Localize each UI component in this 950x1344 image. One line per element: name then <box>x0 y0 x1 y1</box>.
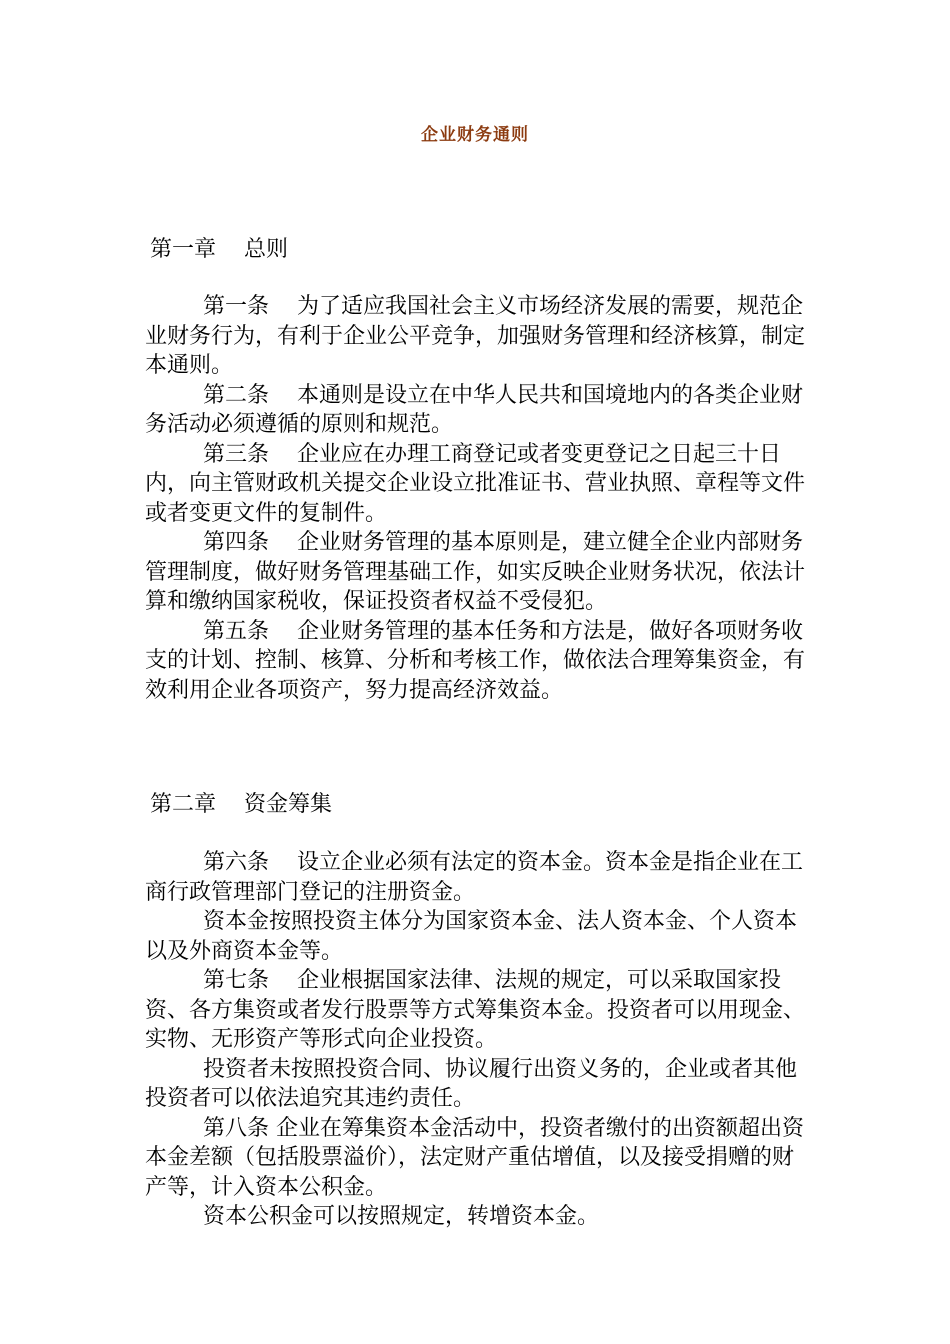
article-number: 第五条 <box>203 618 270 644</box>
article-text: 本通则是设立在中华人民共和国境地内的各类企业财务活动必须遵循的原则和规范。 <box>145 382 804 437</box>
document-title: 企业财务通则 <box>421 125 529 145</box>
article-paragraph <box>145 617 805 706</box>
chapter-heading: 第一章 总则 <box>150 237 288 262</box>
article-paragraph <box>145 848 805 907</box>
article-number: 第七条 <box>203 968 270 993</box>
chapter-heading: 第二章 资金筹集 <box>150 792 332 817</box>
article-text: 企业应在办理工商登记或者变更登记之日起三十日内，向主管财政机关提交企业设立批准证书、营业执照、章程等文件或者变更文件的复制件。 <box>145 441 806 526</box>
article-text: 企业在筹集资本金活动中，投资者缴付的出资额超出资本金差额（包括股票溢价），法定财产重估增值，以及接受捐赠的财产等，计入资本公积金。 <box>145 1115 805 1200</box>
article-number: 第四条 <box>203 530 270 555</box>
article-paragraph <box>145 440 805 529</box>
article-text: 企业财务管理的基本任务和方法是，做好各项财务收支的计划、控制、核算、分析和考核工作，做依法合理筹集资金，有效利用企业各项资产，努力提高经济效益。 <box>145 618 806 703</box>
article-text: 资本公积金可以按照规定，转增资本金。 <box>203 1204 600 1229</box>
chapter-2-body <box>145 848 805 1232</box>
article-text: 为了适应我国社会主义市场经济发展的需要，规范企业财务行为，有利于企业公平竞争，加强财务管理和经济核算，制定本通则。 <box>145 294 806 378</box>
article-paragraph <box>145 1114 805 1203</box>
article-text: 企业根据国家法律、法规的规定，可以采取国家投资、各方集资或者发行股票等方式筹集资本金。投资者可以用现金、实物、无形资产等形式向企业投资。 <box>145 968 806 1052</box>
article-paragraph <box>145 1055 805 1114</box>
article-paragraph <box>145 381 805 440</box>
article-number: 第二条 <box>203 382 270 408</box>
article-paragraph <box>145 528 805 617</box>
article-paragraph <box>145 966 805 1055</box>
article-number: 第六条 <box>203 850 270 875</box>
article-text: 资本金按照投资主体分为国家资本金、法人资本金、个人资本以及外商资本金等。 <box>145 909 798 964</box>
chapter-1-body <box>145 292 805 705</box>
article-number: 第八条 <box>203 1115 270 1141</box>
article-number: 第三条 <box>203 441 270 467</box>
article-text: 企业财务管理的基本原则是，建立健全企业内部财务管理制度，做好财务管理基础工作，如实反映企业财务状况，依法计算和缴纳国家税收，保证投资者权益不受侵犯。 <box>145 530 806 614</box>
article-text: 设立企业必须有法定的资本金。资本金是指企业在工商行政管理部门登记的注册资金。 <box>145 850 804 905</box>
article-paragraph <box>145 907 805 966</box>
article-number: 第一条 <box>203 294 270 319</box>
article-text: 投资者未按照投资合同、协议履行出资义务的，企业或者其他投资者可以依法追究其违约责任。 <box>145 1056 798 1111</box>
article-paragraph <box>145 292 805 381</box>
article-paragraph <box>145 1202 805 1232</box>
